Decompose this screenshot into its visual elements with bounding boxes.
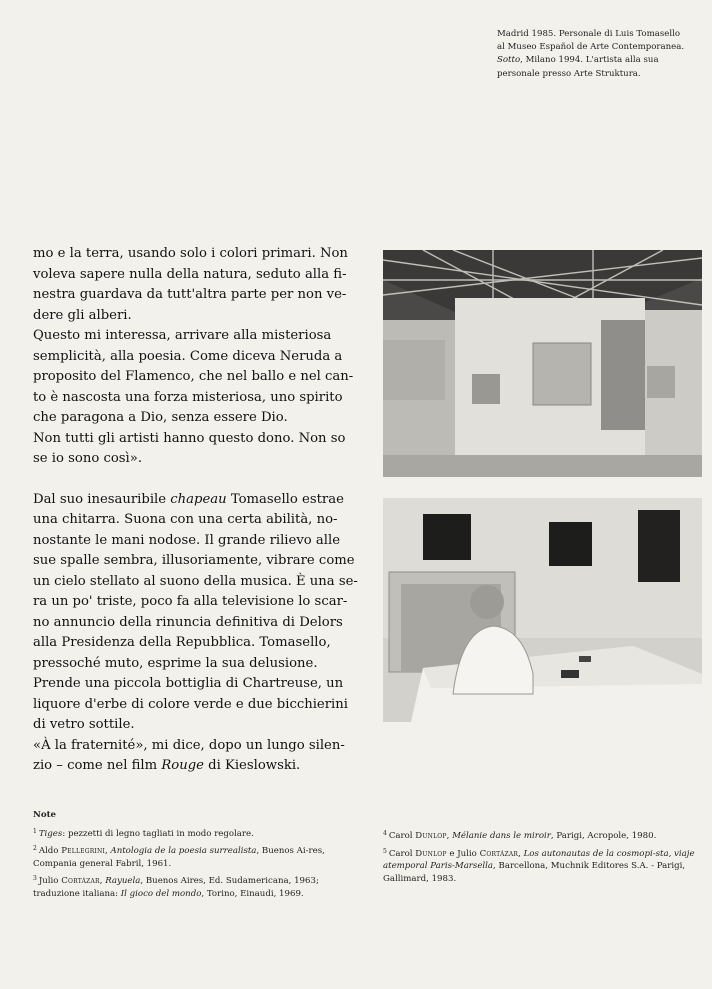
body-line (33, 756, 368, 777)
body-text-run: Dal suo inesauribile (33, 491, 171, 507)
body-line: to è nascosta una forza misteriosa, uno spirito (33, 389, 343, 405)
note-3: $^3$ Julio Cortázar, Rayuela, Buenos Aires, Ed. Sudamericana, 1963; traduzione italiana: Il gioco del mondo, Torino, Einaudi, 1969. (33, 875, 319, 899)
body-text-run: zio – come nel film (33, 758, 162, 773)
body-line: che paragona a Dio, senza essere Dio. (33, 410, 288, 425)
body-line: no annuncio della rinuncia definitiva di Delors (33, 614, 343, 630)
note-5: $^5$ Carol Dunlop e Julio Cortázar, Los autonautas de la cosmopi-sta, viaje atemporal Paris-Marsella, Barcellona, Muchnik Editores S.A. - Parigi, Gallimard, 1983. (383, 847, 695, 884)
artist-photo-image (383, 498, 702, 722)
body-text-run: Tomasello estrae (226, 491, 344, 507)
notes-title: Note (33, 810, 57, 820)
note-author: Dunlop (415, 848, 447, 859)
notes-right (383, 828, 701, 888)
body-line: nostante le mani nodose. Il grande rilievo alle (33, 532, 341, 548)
gallery-photo-image (383, 250, 702, 477)
note-text: , Barcellona, Muchnik Editores S.A. - Parigi, Gallimard, 1983. (383, 861, 686, 884)
caption-italic: Sotto (497, 55, 521, 66)
note-2: $^2$ Aldo Pellegrini, Antologia de la poesia surrealista, Buenos Ai-res, Compania general Fabril, 1961. (33, 845, 325, 869)
body-line: «À la fraternité», mi dice, dopo un lungo silen- (33, 737, 345, 753)
note-number: 1 (33, 827, 37, 835)
body-line: alla Presidenza della Repubblica. Tomasello, (33, 635, 331, 650)
note-italic: Mélanie dans le miroir (452, 831, 551, 841)
body-italic: chapeau (170, 491, 227, 507)
note-text: : pezzetti di legno tagliati in modo regolare. (62, 828, 254, 839)
note-4: $^4$ Carol Dunlop, Mélanie dans le miroir, Parigi, Acropole, 1980. (383, 830, 657, 841)
note-text: , Torino, Einaudi, 1969. (201, 888, 304, 899)
caption-line: al Museo Español de Arte Contemporanea. (497, 42, 685, 53)
note-number: 3 (33, 875, 37, 883)
body-line: voleva sapere nulla della natura, seduto alla fi- (33, 266, 347, 282)
note-italic: Antologia de la poesia surrealista (110, 846, 257, 857)
caption-text: , Milano 1994. L'artista alla sua (520, 55, 659, 66)
body-line: proposito del Flamenco, che nel ballo e nel can- (33, 369, 354, 384)
caption-line: personale presso Arte Struktura. (497, 68, 641, 79)
body-line: Non tutti gli artisti hanno questo dono. Non so (33, 430, 346, 446)
photo-caption (497, 28, 697, 81)
body-line: un cielo stellato al suono della musica. È una se- (33, 573, 358, 589)
artist-photo (383, 498, 702, 722)
caption-line (497, 54, 697, 67)
body-line: una chitarra. Suona con una certa abilità, no- (33, 512, 338, 527)
body-line: ra un po' triste, poco fa alla televisione lo scar- (33, 594, 348, 609)
body-line: Questo mi interessa, arrivare alla misteriosa (33, 328, 332, 343)
caption-line: Madrid 1985. Personale di Luis Tomasello (497, 29, 681, 39)
body-line: Prende una piccola bottiglia di Chartreuse, un (33, 676, 344, 691)
body-line: di vetro sottile. (33, 717, 135, 732)
note-italic: Los autonautas de la cosmopi-sta, viaje atemporal Paris-Marsella (383, 848, 695, 872)
note-text: , Parigi, Acropole, 1980. (550, 831, 657, 841)
note-author: Carol (388, 831, 416, 841)
note-number: 4 (383, 830, 387, 837)
note-author: Aldo (38, 846, 62, 857)
body-line (33, 490, 368, 511)
note-author: Julio (38, 876, 62, 887)
note-author: Cortázar (479, 848, 519, 859)
body-line: nestra guardava da tutt'altra parte per non ve- (33, 287, 347, 302)
body-line: se io sono così». (33, 451, 143, 466)
body-italic: Rouge (161, 758, 204, 773)
body-line: mo e la terra, usando solo i colori primari. Non (33, 246, 348, 261)
notes-left (33, 809, 366, 904)
body-line: semplicità, alla poesia. Come diceva Neruda a (33, 348, 343, 364)
body-text-run: di Kieslowski. (203, 758, 301, 773)
body-text (33, 244, 368, 777)
gallery-photo (383, 250, 702, 477)
body-line: pressoché muto, esprime la sua delusione. (33, 655, 318, 671)
body-line: dere gli alberi. (33, 307, 132, 323)
note-author: Dunlop (415, 831, 447, 841)
note-text: e Julio (446, 848, 480, 859)
note-italic: Tiges (38, 828, 63, 839)
note-author: Carol (388, 848, 416, 859)
note-italic: Rayuela (105, 876, 141, 887)
body-line: liquore d'erbe di colore verde e due bicchierini (33, 696, 348, 712)
note-text: , Buenos Ai-res, Compania general Fabril, 1961. (33, 846, 325, 869)
note-author: Cortázar (61, 876, 100, 887)
note-number: 2 (33, 845, 37, 853)
note-author: Pellegrini (61, 846, 106, 857)
note-number: 5 (383, 847, 387, 855)
note-italic: Il gioco del mondo (120, 888, 202, 899)
body-line: sue spalle sembra, illusoriamente, vibrare come (33, 553, 355, 568)
note-1 (33, 826, 366, 841)
note-text: , Buenos Aires, Ed. Sudamericana, 1963; traduzione italiana: (33, 876, 319, 899)
